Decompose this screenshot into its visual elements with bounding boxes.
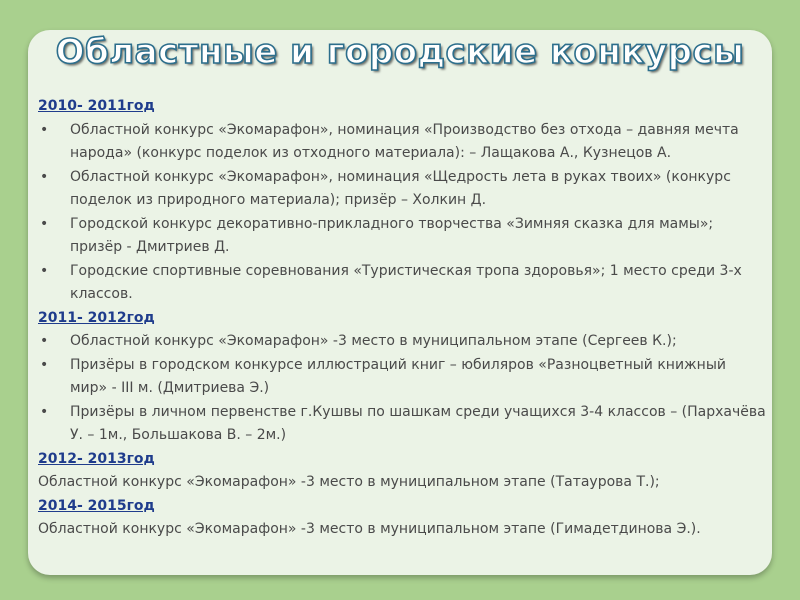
bullet-icon: • <box>40 168 49 185</box>
list-item-text: Областной конкурс «Экомарафон», номинация «Производство без отхода – давняя мечта народа» (конкурс поделок из отходного материала): – Лащакова А., Кузнецов А. <box>70 121 739 161</box>
list-item-text: Городской конкурс декоративно-прикладного творчества «Зимняя сказка для мамы»; призёр - Дмитриев Д. <box>70 215 714 255</box>
list-item <box>38 213 766 260</box>
list-item <box>38 354 766 401</box>
list-item <box>38 401 766 448</box>
list-item-text: Областной конкурс «Экомарафон», номинация «Щедрость лета в руках твоих» (конкурс поделок из природного материала); призёр – Холкин Д. <box>70 168 731 208</box>
bullet-icon: • <box>40 215 49 232</box>
list-item <box>38 166 766 213</box>
bullet-icon: • <box>40 333 49 349</box>
bullet-icon: • <box>40 403 49 420</box>
year-heading-2010: 2010- 2011год <box>38 98 155 114</box>
list-item <box>38 260 766 307</box>
slide-title: Областные и городские конкурсы <box>55 32 745 72</box>
list-item-text: Городские спортивные соревнования «Туристическая тропа здоровья»; 1 место среди 3-х классов. <box>70 262 742 302</box>
bullet-icon: • <box>40 121 49 138</box>
list-item-text: Областной конкурс «Экомарафон» -3 место в муниципальном этапе (Сергеев К.); <box>70 333 677 349</box>
list-item-text: Призёры в личном первенстве г.Кушвы по шашкам среди учащихся 3-4 классов – (Пархачёва У. – 1м., Большакова В. – 2м.) <box>70 403 766 443</box>
year-heading-2014: 2014- 2015год <box>38 497 155 514</box>
year-2010-list <box>38 119 766 307</box>
contest-list <box>38 95 766 542</box>
year-heading-2012: 2012- 2013год <box>38 450 155 467</box>
year-2011-list <box>38 330 766 448</box>
bullet-icon: • <box>40 262 49 279</box>
list-item <box>38 119 766 166</box>
bullet-icon: • <box>40 356 49 373</box>
year-2014-text: Областной конкурс «Экомарафон» -3 место в муниципальном этапе (Гимадетдинова Э.). <box>38 521 701 537</box>
list-item-text: Призёры в городском конкурсе иллюстраций книг – юбиляров «Разноцветный книжный мир» - III м. (Дмитриева Э.) <box>70 356 726 396</box>
list-item <box>38 330 766 354</box>
year-2012-text: Областной конкурс «Экомарафон» -3 место в муниципальном этапе (Татаурова Т.); <box>38 474 660 490</box>
year-heading-2011: 2011- 2012год <box>38 309 155 326</box>
